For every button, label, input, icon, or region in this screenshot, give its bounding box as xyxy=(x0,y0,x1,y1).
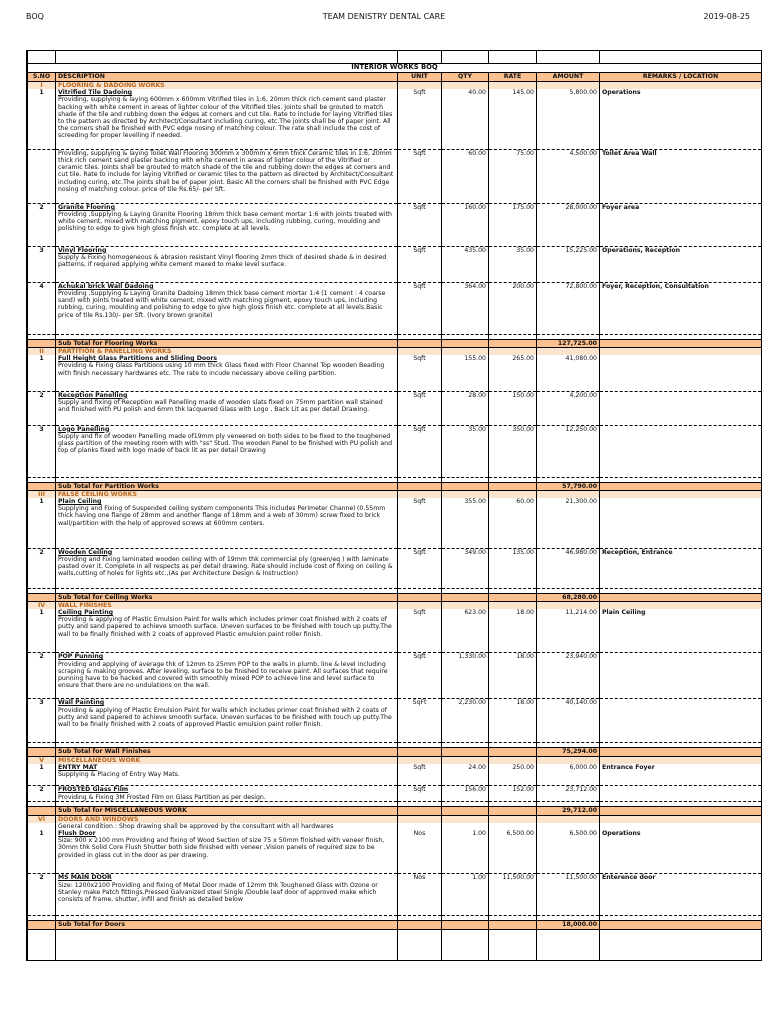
item-name: ENTRY MAT xyxy=(58,763,98,771)
empty-cell xyxy=(537,823,600,830)
empty-cell xyxy=(442,921,489,929)
item-description xyxy=(56,609,398,653)
item-number: 1 xyxy=(28,498,56,548)
item-unit: Sqft xyxy=(398,149,442,203)
empty-cell xyxy=(28,921,56,929)
subtotal-label: Sub Total for Ceiling Works xyxy=(56,593,398,601)
item-amount: 11,500.00 xyxy=(537,874,600,916)
item-remarks: Operations xyxy=(600,830,762,874)
subtotal-row xyxy=(28,921,762,929)
item-number: 1 xyxy=(28,830,56,874)
col-rate: RATE xyxy=(489,73,537,82)
subtotal-label: Sub Total for Flooring Works xyxy=(56,339,398,347)
empty-cell xyxy=(28,823,56,830)
item-description xyxy=(56,498,398,548)
section-row xyxy=(28,601,762,609)
boq-item-row xyxy=(28,391,762,425)
item-number: 2 xyxy=(28,874,56,916)
empty-cell xyxy=(442,482,489,490)
empty-cell xyxy=(537,347,600,355)
section-title: FLOORING & DADOING WORKS xyxy=(56,82,398,90)
item-description xyxy=(56,425,398,477)
item-rate: 265.00 xyxy=(489,355,537,391)
item-qty: 24.00 xyxy=(442,764,489,786)
item-number: 2 xyxy=(28,391,56,425)
empty-cell xyxy=(398,815,442,823)
empty-cell xyxy=(489,339,537,347)
item-amount: 41,080.00 xyxy=(537,355,600,391)
item-spec: Supplying and Fixing of Suspended ceiling system components This includes Perimeter Channel (0.55mm thick having one flange of 28mm and another flange of 18mm and a web of 30mm) screw fixed to brick wall/partition with the help of approved screws at 600mm centers. xyxy=(58,505,386,527)
item-number: 2 xyxy=(28,786,56,802)
item-rate: 18.00 xyxy=(489,609,537,653)
item-qty: 349.00 xyxy=(442,548,489,588)
item-description xyxy=(56,203,398,246)
item-spec: Providing ,Supplying & Laying Granite Flooring 18mm thick base cement mortar 1:6 with joints treated with white cement, mixed with matching pigment, epoxy touch ups, including rubbing, curing, moulding and polishing to edge to give high gloss finish etc. complete at all levels. xyxy=(58,210,392,233)
item-rate: 6,500.00 xyxy=(489,830,537,874)
column-header-row xyxy=(28,73,762,82)
boq-item-row xyxy=(28,246,762,282)
item-amount: 12,250.00 xyxy=(537,425,600,477)
empty-cell xyxy=(489,601,537,609)
col-remarks: REMARKS / LOCATION xyxy=(600,73,762,82)
item-unit: Sqft xyxy=(398,89,442,149)
item-amount: 6,500.00 xyxy=(537,830,600,874)
empty-cell xyxy=(28,929,56,960)
section-row xyxy=(28,347,762,355)
item-amount: 40,140.00 xyxy=(537,699,600,743)
item-spec: Providing & applying of Plastic Emulsion Paint for walls which includes primer coat finished with 2 coats of putty and sand papered to achieve smooth surface. Uneven surfaces to be finished with touch up putty.The wall to be finally finished with 2 coats of approved Plastic emulsion paint roller finish. xyxy=(58,616,392,638)
item-spec: Providing & applying of Plastic Emulsion Paint for walls which includes primer coat finished with 2 coats of putty and sand papered to achieve smooth surface. Uneven surfaces to be finished with touch up putty.The wall to be finally finished with 2 coats of approved Plastic emulsion paint roller finish. xyxy=(58,706,392,729)
boq-item-row xyxy=(28,355,762,391)
item-name: Reception Panelling xyxy=(58,391,128,399)
boq-item-row xyxy=(28,764,762,786)
item-name: Wooden Ceiling xyxy=(58,548,113,556)
item-remarks: Foyer, Reception, Consultation xyxy=(600,282,762,334)
item-amount: 21,300.00 xyxy=(537,498,600,548)
item-remarks: Reception, Entrance xyxy=(600,548,762,588)
item-qty: 28.00 xyxy=(442,391,489,425)
boq-item-row xyxy=(28,609,762,653)
item-unit: SqFt xyxy=(398,699,442,743)
boq-item-row xyxy=(28,425,762,477)
boq-item-row xyxy=(28,699,762,743)
empty-cell xyxy=(600,823,762,830)
item-remarks: Entrance Foyer xyxy=(600,764,762,786)
item-number: 1 xyxy=(28,764,56,786)
item-number: 2 xyxy=(28,548,56,588)
item-spec: Size: 1200x2100 Providing and fixing of Metal Door made of 12mm thk Toughened Glass with Ozone or Stanley make Patch fittings.Pressed Galvanized steel Single /Double leaf door of approved make which consists of frame, shutter, infill and finish as detailed below xyxy=(58,881,378,904)
item-unit: Sqft xyxy=(398,764,442,786)
item-remarks: Operations xyxy=(600,89,762,149)
item-description xyxy=(56,764,398,786)
item-spec: Providing and Fixing laminated wooden ceiling with of 19mm thk commercial ply (green/eq ) with laminate pasted over it. Complete in all respects as per detail drawing. Rate should include cost of fixing on ceiling & walls,cutting of holes for lights etc.,(As per Architecture Design & Instruction) xyxy=(58,555,393,578)
item-remarks: Operations, Reception xyxy=(600,246,762,282)
boq-item-row xyxy=(28,874,762,916)
item-number: 2 xyxy=(28,653,56,699)
item-description xyxy=(56,830,398,874)
boq-item-row xyxy=(28,498,762,548)
item-spec: Supply & Fixing homogeneous & abrasion resistant Vinyl flooring 2mm thick of desired shade & in desired patterns, if required applying white cement maxed to make level surface. xyxy=(58,253,387,269)
item-qty: 156.00 xyxy=(442,786,489,802)
item-qty: 2,230.00 xyxy=(442,699,489,743)
subtotal-amount: 75,294.00 xyxy=(537,748,600,756)
item-spec: Providing, supplying & laying Toilet Wall Flooring 300mm x 300mm x 6mm thick Ceramic tiles in 1:6, 20mm thick rich cement sand plaster backing with white cement in areas of lighter colour of the Vitrified or ceramic tiles. Joints shall be grouted to match shade of the tile and rubbing down the edges at corners and cut tile. Rate to include for laying Vitrified or ceramic tiles to the pattern as directed by Architect/Consultant including curing, etc.The joints shall be of paper joint. Basic All the corners shall be finished with PVC Edge nosing of matching colour. price of tile Rs.65/- per Sft. xyxy=(58,149,394,193)
sheet-title-row xyxy=(28,64,762,73)
item-description xyxy=(56,874,398,916)
item-amount: 23,712.00 xyxy=(537,786,600,802)
item-name: Ceiling Painting xyxy=(58,608,114,616)
item-unit: Sqft xyxy=(398,609,442,653)
empty-cell xyxy=(442,601,489,609)
item-name: Plain Ceiling xyxy=(58,498,102,506)
section-number: IV xyxy=(28,601,56,609)
section-number: I xyxy=(28,82,56,90)
item-amount: 28,000.00 xyxy=(537,203,600,246)
item-qty: 355.00 xyxy=(442,498,489,548)
item-number: 3 xyxy=(28,246,56,282)
item-description xyxy=(56,355,398,391)
item-unit: Sqft xyxy=(398,425,442,477)
empty-cell xyxy=(28,748,56,756)
subtotal-amount: 68,280.00 xyxy=(537,593,600,601)
empty-cell xyxy=(600,929,762,960)
boq-item-row xyxy=(28,89,762,149)
item-number: 1 xyxy=(28,609,56,653)
boq-item-row xyxy=(28,282,762,334)
boq-sheet xyxy=(26,50,762,961)
empty-cell xyxy=(600,921,762,929)
item-name: Vitrified Tile Dadoing xyxy=(58,89,133,97)
section-row xyxy=(28,815,762,823)
item-name: Achukal brick Wall Dadoing xyxy=(58,282,154,290)
item-qty: 35.00 xyxy=(442,425,489,477)
empty-cell xyxy=(537,815,600,823)
subtotal-row xyxy=(28,593,762,601)
empty-cell xyxy=(56,929,398,960)
item-description xyxy=(56,89,398,149)
item-name: Vinyl Flooring xyxy=(58,246,107,254)
item-rate: 11,500.00 xyxy=(489,874,537,916)
item-name: Logo Panelling xyxy=(58,425,110,433)
empty-cell xyxy=(537,490,600,498)
item-rate: 75.00 xyxy=(489,149,537,203)
boq-table xyxy=(27,51,762,960)
boq-item-row xyxy=(28,653,762,699)
item-qty: 1.00 xyxy=(442,874,489,916)
subtotal-row xyxy=(28,748,762,756)
empty-cell xyxy=(442,929,489,960)
item-rate: 60.00 xyxy=(489,498,537,548)
item-amount: 4,200.00 xyxy=(537,391,600,425)
item-amount: 72,800.00 xyxy=(537,282,600,334)
item-remarks xyxy=(600,699,762,743)
item-rate: 175.00 xyxy=(489,203,537,246)
item-rate: 35.00 xyxy=(489,246,537,282)
col-unit: UNIT xyxy=(398,73,442,82)
item-spec: Providing, supplying & laying 600mm x 600mm Vitrified tiles in 1:6, 20mm thick rich cement sand plaster backing with white cement in areas of lighter colour of the Vitrified tiles. Joints shall be grouted to match shade of the tile and rubbing down the edges at corners and cut tile. Rate to include for laying Vitrified tiles to the pattern as directed by Architect/Consultant including curing, etc.The joints shall be of paper joint. All the corners shall be finished with PVC edge nosing of matching colour. The rate shall include the cost of screeding for proper levelling if needed. xyxy=(58,96,393,140)
item-unit: Sqft xyxy=(398,203,442,246)
item-amount: 11,214.00 xyxy=(537,609,600,653)
item-amount: 6,000.00 xyxy=(537,764,600,786)
item-remarks xyxy=(600,425,762,477)
item-unit: Sqft xyxy=(398,498,442,548)
empty-cell xyxy=(537,756,600,764)
item-amount: 4,500.00 xyxy=(537,149,600,203)
item-spec: Supplying & Placing of Entry Way Mats. xyxy=(58,771,180,779)
subtotal-row xyxy=(28,807,762,815)
empty-cell xyxy=(537,82,600,90)
item-number: 2 xyxy=(28,203,56,246)
item-description xyxy=(56,149,398,203)
subtotal-label: Sub Total for Partition Works xyxy=(56,482,398,490)
empty-cell xyxy=(600,756,762,764)
item-unit: Sqft xyxy=(398,391,442,425)
empty-cell xyxy=(398,823,442,830)
doc-header-title: TEAM DENISTRY DENTAL CARE xyxy=(322,12,446,21)
empty-cell xyxy=(442,756,489,764)
item-rate: 18.00 xyxy=(489,699,537,743)
empty-cell xyxy=(398,756,442,764)
section-number: V xyxy=(28,756,56,764)
item-rate: 200.00 xyxy=(489,282,537,334)
empty-cell xyxy=(600,339,762,347)
section-title: DOORS AND WINDOWS xyxy=(56,815,398,823)
empty-cell xyxy=(600,347,762,355)
item-description xyxy=(56,786,398,802)
item-remarks: Foyer area xyxy=(600,203,762,246)
item-number xyxy=(28,149,56,203)
sheet-title: INTERIOR WORKS BOQ xyxy=(28,64,762,73)
empty-cell xyxy=(398,490,442,498)
subtotal-amount: 18,000.00 xyxy=(537,921,600,929)
col-description: DESCRIPTION xyxy=(56,73,398,82)
section-title: WALL FINISHES xyxy=(56,601,398,609)
empty-cell xyxy=(600,482,762,490)
item-remarks: Plain Ceiling xyxy=(600,609,762,653)
empty-cell xyxy=(398,807,442,815)
section-note: General condition : Shop drawing shall be approved by the consultant with all hardwares xyxy=(56,823,398,830)
empty-cell xyxy=(489,490,537,498)
item-qty: 1,330.00 xyxy=(442,653,489,699)
section-title: PARTITION & PANELLING WORKS xyxy=(56,347,398,355)
item-description xyxy=(56,246,398,282)
empty-cell xyxy=(537,601,600,609)
item-spec: Providing and applying of average thk of 12mm to 25mm POP to the walls in plumb, line & level including scraping & making grooves. After leveling, surface to be finished to receive paint. All surfaces that require punning have to be hacked and covered with smoothly mixed POP to achieve line and level surface to ensure that there are no undulations on the wall. xyxy=(58,660,388,690)
item-spec: Providing & Fixing 3M Frosted Film on Glass Partition as per design. xyxy=(58,793,266,801)
item-description xyxy=(56,699,398,743)
empty-cell xyxy=(489,815,537,823)
item-spec: Supply and fixing of Reception wall Panelling made of wooden slats fixed on 75mm partition wall stained and finished with PU polish and 6mm thk lacquered Glass with Logo , Back Lit as per detail Drawing. xyxy=(58,398,383,414)
item-spec: Providing ,Supplying & Laying Granite Dadoing 18mm thick base cement mortar 1:4 (1 cement : 4 coarse sand) with joints treated with white cement, mixed with matching pigment, epoxy touch ups, including rubbing, curing, moulding and polishing to edge to give high gloss finish etc. complete at all levels.Basic price of tile Rs.130/- per Sft. (Ivory brown granite) xyxy=(58,289,386,319)
item-description xyxy=(56,548,398,588)
empty-cell xyxy=(398,748,442,756)
empty-cell xyxy=(489,82,537,90)
boq-item-row xyxy=(28,203,762,246)
item-qty: 435.00 xyxy=(442,246,489,282)
item-qty: 1.00 xyxy=(442,830,489,874)
item-qty: 60.00 xyxy=(442,149,489,203)
empty-cell xyxy=(600,490,762,498)
empty-cell xyxy=(489,823,537,830)
item-number: 3 xyxy=(28,699,56,743)
section-title: FALSE CEILING WORKS xyxy=(56,490,398,498)
item-description xyxy=(56,282,398,334)
section-number: II xyxy=(28,347,56,355)
empty-cell xyxy=(398,339,442,347)
item-number: 1 xyxy=(28,355,56,391)
item-remarks xyxy=(600,355,762,391)
boq-item-row xyxy=(28,786,762,802)
empty-cell xyxy=(442,490,489,498)
item-rate: 250.00 xyxy=(489,764,537,786)
subtotal-amount: 127,725.00 xyxy=(537,339,600,347)
item-name: FROSTED Glass Film xyxy=(58,786,129,794)
empty-cell xyxy=(442,339,489,347)
empty-cell xyxy=(489,347,537,355)
empty-cell xyxy=(600,601,762,609)
boq-item-row xyxy=(28,548,762,588)
item-remarks: Toilet Area Wall xyxy=(600,149,762,203)
item-name: Full Height Glass Partitions and Sliding Doors xyxy=(58,355,218,363)
item-number: 4 xyxy=(28,282,56,334)
subtotal-row xyxy=(28,339,762,347)
item-qty: 160.00 xyxy=(442,203,489,246)
empty-cell xyxy=(442,815,489,823)
item-remarks xyxy=(600,498,762,548)
section-row xyxy=(28,490,762,498)
empty-cell xyxy=(600,593,762,601)
empty-cell xyxy=(398,82,442,90)
empty-cell xyxy=(28,807,56,815)
empty-cell xyxy=(489,482,537,490)
section-row xyxy=(28,756,762,764)
item-name: POP Punning xyxy=(58,653,104,661)
item-unit: Nos xyxy=(398,830,442,874)
section-note-row xyxy=(28,823,762,830)
empty-cell xyxy=(442,823,489,830)
empty-cell xyxy=(600,807,762,815)
col-amount: AMOUNT xyxy=(537,73,600,82)
empty-cell xyxy=(398,482,442,490)
empty-cell xyxy=(489,756,537,764)
empty-cell xyxy=(28,482,56,490)
subtotal-label: Sub Total for Doors xyxy=(56,921,398,929)
doc-header-date: 2019-08-25 xyxy=(703,12,750,21)
item-spec: Supply and fix of wooden Panelling made of19mm ply veneered on both sides to be fixed to the toughened glass partition of the meeting room with with "ss" Stud. The wooden Panel to be finished with PU polish and top of planks fixed with logo made of back lit as per detail Drawing xyxy=(58,432,393,455)
item-number: 1 xyxy=(28,89,56,149)
item-rate: 152.00 xyxy=(489,786,537,802)
empty-cell xyxy=(489,593,537,601)
item-name: MS MAIN DOOR xyxy=(58,874,112,882)
subtotal-label: Sub Total for MISCELLANEOUS WORK xyxy=(56,807,398,815)
doc-header-left: BOQ xyxy=(26,12,44,21)
empty-cell xyxy=(442,748,489,756)
item-rate: 150.00 xyxy=(489,391,537,425)
item-description xyxy=(56,653,398,699)
item-unit: Sqft xyxy=(398,282,442,334)
boq-item-row xyxy=(28,830,762,874)
subtotal-label: Sub Total for Wall Finishes xyxy=(56,748,398,756)
item-rate: 18.00 xyxy=(489,653,537,699)
empty-cell xyxy=(398,347,442,355)
empty-cell xyxy=(398,601,442,609)
item-remarks xyxy=(600,391,762,425)
item-name: Flush Door xyxy=(58,829,96,837)
empty-cell xyxy=(398,929,442,960)
item-remarks xyxy=(600,653,762,699)
item-unit: Nos xyxy=(398,874,442,916)
section-row xyxy=(28,82,762,90)
col-qty: QTY xyxy=(442,73,489,82)
item-qty: 155.00 xyxy=(442,355,489,391)
subtotal-row xyxy=(28,482,762,490)
empty-cell xyxy=(489,748,537,756)
empty-cell xyxy=(489,807,537,815)
item-unit: Sqft xyxy=(398,548,442,588)
col-sno: S.NO xyxy=(28,73,56,82)
item-name: Granite Flooring xyxy=(58,203,115,211)
empty-cell xyxy=(600,748,762,756)
empty-cell xyxy=(398,921,442,929)
item-unit: Sqft xyxy=(398,786,442,802)
item-qty: 364.00 xyxy=(442,282,489,334)
item-unit: Sqft xyxy=(398,246,442,282)
subtotal-amount: 57,790.00 xyxy=(537,482,600,490)
section-number: VI xyxy=(28,815,56,823)
item-description xyxy=(56,391,398,425)
empty-cell xyxy=(442,593,489,601)
item-amount: 46,980.00 xyxy=(537,548,600,588)
empty-cell xyxy=(442,807,489,815)
item-rate: 135.00 xyxy=(489,548,537,588)
empty-cell xyxy=(28,593,56,601)
item-unit: Sqft xyxy=(398,653,442,699)
boq-item-row xyxy=(28,149,762,203)
item-amount: 15,225.00 xyxy=(537,246,600,282)
item-remarks: Enterence door xyxy=(600,874,762,916)
empty-cell xyxy=(442,82,489,90)
item-spec: Providing & Fixing Glass Partitions using 10 mm thick Glass fixed with Floor Channel Top wooden Beading with finish necessary hardwares etc. The rate to incude necessary above ceiling partition. xyxy=(58,362,385,377)
section-title: MISCELLANEOUS WORK xyxy=(56,756,398,764)
empty-cell xyxy=(442,347,489,355)
item-qty: 623.00 xyxy=(442,609,489,653)
item-qty: 40.00 xyxy=(442,89,489,149)
empty-cell xyxy=(398,593,442,601)
item-rate: 350.00 xyxy=(489,425,537,477)
section-number: III xyxy=(28,490,56,498)
item-remarks xyxy=(600,786,762,802)
item-amount: 5,800.00 xyxy=(537,89,600,149)
empty-cell xyxy=(537,929,600,960)
subtotal-amount: 29,712.00 xyxy=(537,807,600,815)
item-spec: Size: 900 x 2100 mm Providing and fixing of Wood Section of size 75 x 50mm finished with veneer finish, 30mm thk Solid Core Flush Shutter both side finished with veneer ,Vision panels of required size to be provided in glass cut in the door as per drawing. xyxy=(58,837,385,859)
item-amount: 23,940.00 xyxy=(537,653,600,699)
item-name: Wall Painting xyxy=(58,699,105,707)
empty-cell xyxy=(600,82,762,90)
empty-cell xyxy=(489,929,537,960)
item-number: 3 xyxy=(28,425,56,477)
empty-cell xyxy=(489,921,537,929)
closing-row xyxy=(28,929,762,960)
item-unit: Sqft xyxy=(398,355,442,391)
empty-cell xyxy=(600,815,762,823)
empty-cell xyxy=(28,339,56,347)
top-gap-row xyxy=(28,51,762,64)
item-rate: 145.00 xyxy=(489,89,537,149)
